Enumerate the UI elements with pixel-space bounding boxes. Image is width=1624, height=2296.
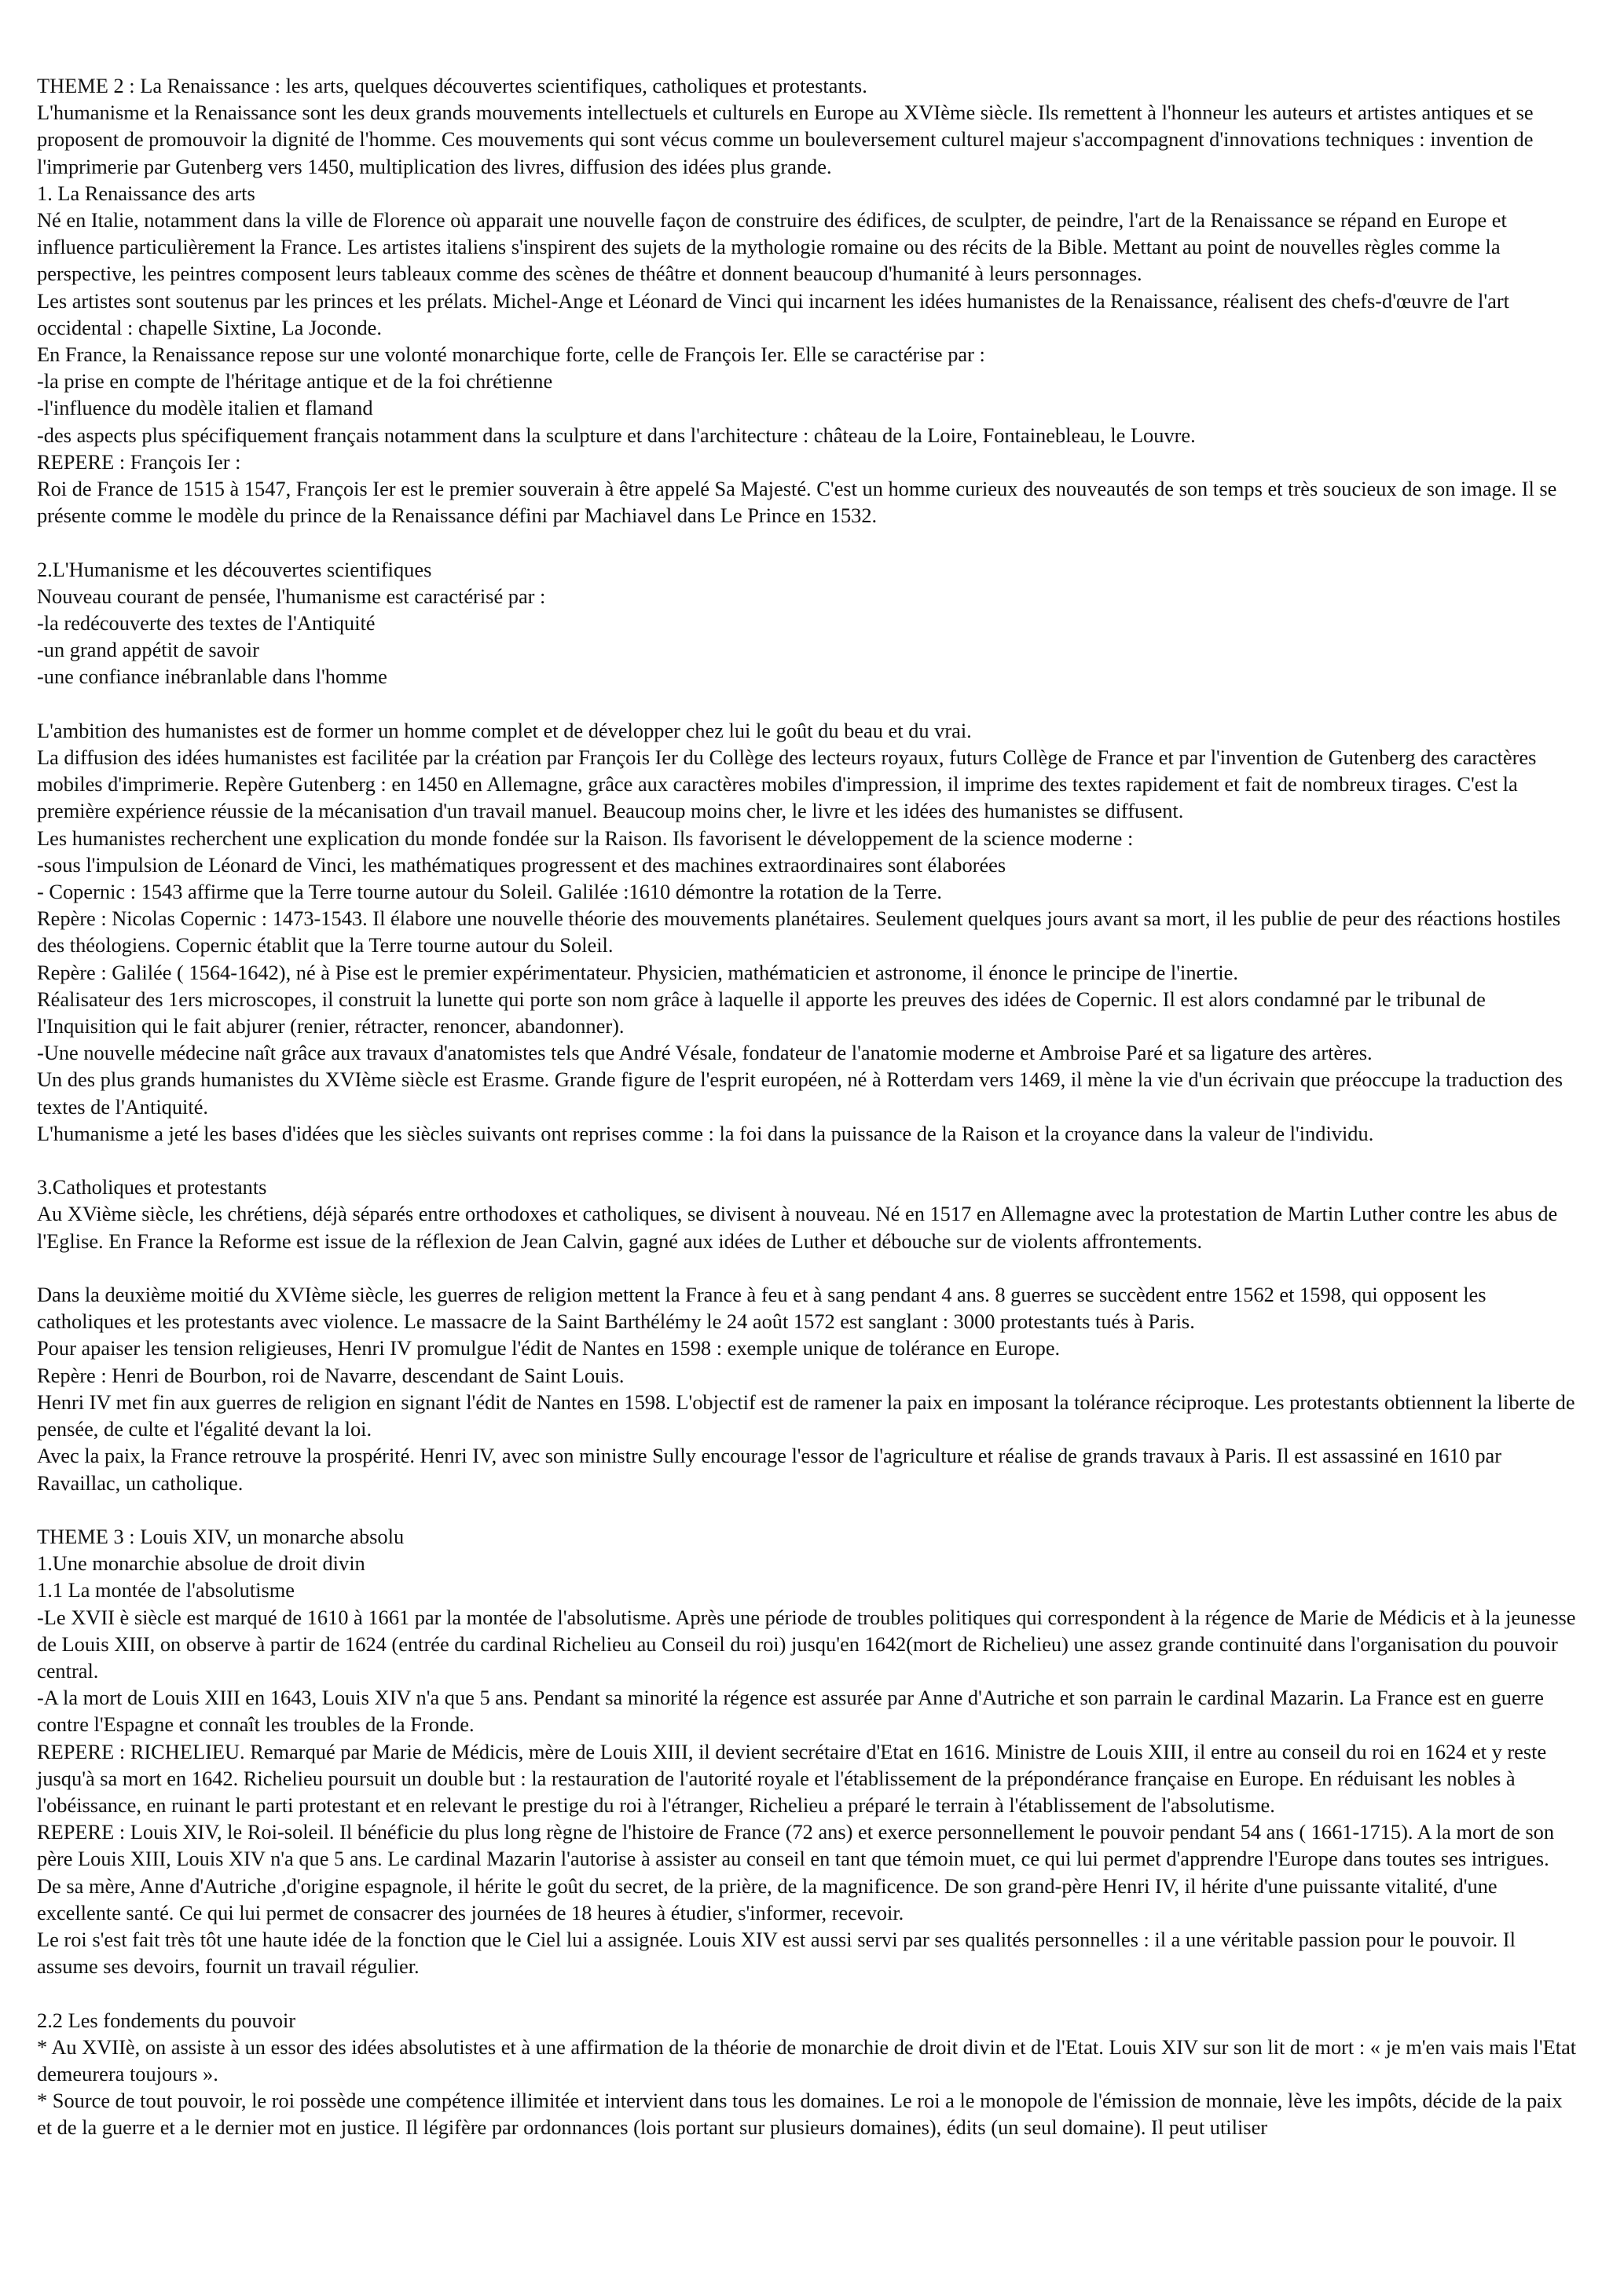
text-line: Au XVième siècle, les chrétiens, déjà séparés entre orthodoxes et catholiques, se divisent à nouveau. Né en 1517 en Allemagne avec la protestation de Martin Luther contre les abus de l'Eglise. En France la Reforme est issue de la réflexion de Jean Calvin, gagné aux idées de Luther et débouche sur de violents affrontements. xyxy=(37,1202,1558,1253)
text-line: * Source de tout pouvoir, le roi possède une compétence illimitée et intervient dans tous les domaines. Le roi a le monopole de l'émission de monnaie, lève les impôts, décide de la paix et de la guerre et a le dernier mot en justice. Il légifère par ordonnances (lois portant sur plusieurs domaines), édits (un seul domaine). Il peut utiliser xyxy=(37,2089,1563,2140)
text-line: 2.2 Les fondements du pouvoir xyxy=(37,2008,296,2032)
text-line: REPERE : Louis XIV, le Roi-soleil. Il bénéficie du plus long règne de l'histoire de France (72 ans) et exerce personnellement le pouvoir pendant 54 ans ( 1661-1715). A la mort de son père Louis XIII, Louis XIV n'a que 5 ans. Le cardinal Mazarin l'autorise à assister au conseil en tant que témoin muet, ce qui lui permet d'apprendre l'Europe dans toutes ses intrigues. xyxy=(37,1820,1555,1871)
text-line: Avec la paix, la France retrouve la prospérité. Henri IV, avec son ministre Sully encourage l'essor de l'agriculture et réalise de grands travaux à Paris. Il est assassiné en 1610 par Ravaillac, un catholique. xyxy=(37,1444,1502,1495)
text-line: -sous l'impulsion de Léonard de Vinci, les mathématiques progressent et des machines extraordinaires sont élaborées xyxy=(37,852,1006,877)
text-line: -la prise en compte de l'héritage antique et de la foi chrétienne xyxy=(37,369,553,394)
text-line: -un grand appétit de savoir xyxy=(37,638,259,662)
text-line: Un des plus grands humanistes du XVIème siècle est Erasme. Grande figure de l'esprit européen, né à Rotterdam vers 1469, il mène la vie d'un écrivain que préoccupe la traduction des textes de l'Antiquité. xyxy=(37,1067,1563,1119)
blank-line xyxy=(37,1147,1577,1174)
blank-line xyxy=(37,1979,1577,2006)
blank-line xyxy=(37,690,1577,717)
text-line: THEME 3 : Louis XIV, un monarche absolu xyxy=(37,1524,405,1548)
text-line: - Copernic : 1543 affirme que la Terre tourne autour du Soleil. Galilée :1610 démontre la rotation de la Terre. xyxy=(37,880,942,904)
text-line: 1.1 La montée de l'absolutisme xyxy=(37,1578,295,1602)
text-line: -l'influence du modèle italien et flamand xyxy=(37,396,373,420)
text-line: -Le XVII è siècle est marqué de 1610 à 1661 par la montée de l'absolutisme. Après une période de troubles politiques qui correspondent à la régence de Marie de Médicis et à la jeunesse de Louis XIII, on observe à partir de 1624 (entrée du cardinal Richelieu au Conseil du roi) jusqu'en 1642(mort de Richelieu) une assez grande continuité dans l'organisation du pouvoir central. xyxy=(37,1605,1576,1683)
text-line: Repère : Henri de Bourbon, roi de Navarre, descendant de Saint Louis. xyxy=(37,1363,625,1387)
text-line: Nouveau courant de pensée, l'humanisme est caractérisé par : xyxy=(37,584,546,608)
text-line: -A la mort de Louis XIII en 1643, Louis XIV n'a que 5 ans. Pendant sa minorité la régence est assurée par Anne d'Autriche et son parrain le cardinal Mazarin. La France est en guerre contre l'Espagne et connaît les troubles de la Fronde. xyxy=(37,1686,1545,1737)
text-line: L'humanisme et la Renaissance sont les deux grands mouvements intellectuels et culturels en Europe au XVIème siècle. Ils remettent à l'honneur les auteurs et artistes antiques et se proposent de promouvoir la dignité de l'homme. Ces mouvements qui sont vécus comme un bouleversement culturel majeur s'accompagnent d'innovations techniques : invention de l'imprimerie par Gutenberg vers 1450, multiplication des livres, diffusion des idées plus grande. xyxy=(37,101,1534,178)
text-line: -des aspects plus spécifiquement français notamment dans la sculpture et dans l'architecture : château de la Loire, Fontainebleau, le Louvre. xyxy=(37,423,1196,447)
text-line: Les artistes sont soutenus par les princes et les prélats. Michel-Ange et Léonard de Vinci qui incarnent les idées humanistes de la Renaissance, réalisent des chefs-d'œuvre de l'art occidental : chapelle Sixtine, La Joconde. xyxy=(37,288,1509,339)
text-line: Réalisateur des 1ers microscopes, il construit la lunette qui porte son nom grâce à laquelle il apporte les preuves des idées de Copernic. Il est alors condamné par le tribunal de l'Inquisition qui le fait abjurer (renier, rétracter, renoncer, abandonner). xyxy=(37,987,1486,1038)
text-line: Dans la deuxième moitié du XVIème siècle, les guerres de religion mettent la France à feu et à sang pendant 4 ans. 8 guerres se succèdent entre 1562 et 1598, qui opposent les catholiques et les protestants avec violence. Le massacre de la Saint Barthélémy le 24 août 1572 est sanglant : 3000 protestants tués à Paris. xyxy=(37,1283,1487,1334)
blank-line xyxy=(37,1496,1577,1523)
text-line: Le roi s'est fait très tôt une haute idée de la fonction que le Ciel lui a assignée. Louis XIV est aussi servi par ses qualités personnelles : il a une véritable passion pour le pouvoir. Il assume ses devoirs, fournit un travail régulier. xyxy=(37,1927,1516,1979)
text-line: 1. La Renaissance des arts xyxy=(37,181,255,205)
text-line: REPERE : François Ier : xyxy=(37,449,241,474)
text-line: -Une nouvelle médecine naît grâce aux travaux d'anatomistes tels que André Vésale, fondateur de l'anatomie moderne et Ambroise Paré et sa ligature des artères. xyxy=(37,1041,1373,1065)
blank-line xyxy=(37,1254,1577,1281)
text-line: Roi de France de 1515 à 1547, François Ier est le premier souverain à être appelé Sa Majesté. C'est un homme curieux des nouveautés de son temps et très soucieux de son image. Il se présente comme le modèle du prince de la Renaissance défini par Machiavel dans Le Prince en 1532. xyxy=(37,477,1557,528)
text-line: THEME 2 : La Renaissance : les arts, quelques découvertes scientifiques, catholiques et protestants. xyxy=(37,74,867,97)
text-line: Repère : Nicolas Copernic : 1473-1543. Il élabore une nouvelle théorie des mouvements planétaires. Seulement quelques jours avant sa mort, il les publie de peur des réactions hostiles des théologiens. Copernic établit que la Terre tourne autour du Soleil. xyxy=(37,906,1561,958)
document-page xyxy=(37,72,1577,2141)
text-line: 2.L'Humanisme et les découvertes scientifiques xyxy=(37,557,432,581)
text-line: -une confiance inébranlable dans l'homme xyxy=(37,665,387,689)
text-line: Repère : Galilée ( 1564-1642), né à Pise est le premier expérimentateur. Physicien, mathématicien et astronome, il énonce le principe de l'inertie. xyxy=(37,960,1238,984)
text-line: Henri IV met fin aux guerres de religion en signant l'édit de Nantes en 1598. L'objectif est de ramener la paix en imposant la tolérance réciproque. Les protestants obtiennent la liberte de pensée, de culte et l'égalité devant la loi. xyxy=(37,1390,1575,1441)
text-line: L'humanisme a jeté les bases d'idées que les siècles suivants ont reprises comme : la foi dans la puissance de la Raison et la croyance dans la valeur de l'individu. xyxy=(37,1121,1374,1145)
text-line: 1.Une monarchie absolue de droit divin xyxy=(37,1551,365,1576)
text-line: -la redécouverte des textes de l'Antiquité xyxy=(37,611,376,635)
text-line: Pour apaiser les tension religieuses, Henri IV promulgue l'édit de Nantes en 1598 : exemple unique de tolérance en Europe. xyxy=(37,1336,1061,1360)
text-line: De sa mère, Anne d'Autriche ,d'origine espagnole, il hérite le goût du secret, de la prière, de la magnificence. De son grand-père Henri IV, il hérite d'une puissante vitalité, d'une excellente santé. Ce qui lui permet de consacrer des journées de 18 heures à étudier, s'informer, recevoir. xyxy=(37,1873,1498,1924)
text-line: Né en Italie, notamment dans la ville de Florence où apparait une nouvelle façon de construire des édifices, de sculpter, de peindre, l'art de la Renaissance se répand en Europe et influence particulièrement la France. Les artistes italiens s'inspirent des sujets de la mythologie romaine ou des récits de la Bible. Mettant au point de nouvelles règles comme la perspective, les peintres composent leurs tableaux comme des scènes de théâtre et donnent beaucoup d'humanité à leurs personnages. xyxy=(37,208,1507,286)
text-line: REPERE : RICHELIEU. Remarqué par Marie de Médicis, mère de Louis XIII, il devient secrétaire d'Etat en 1616. Ministre de Louis XIII, il entre au conseil du roi en 1624 et y reste jusqu'à sa mort en 1642. Richelieu poursuit un double but : la restauration de l'autorité royale et l'établissement de la prépondérance française en Europe. En réduisant les nobles à l'obéissance, en ruinant le parti protestant et en relevant le prestige du roi à l'étranger, Richelieu a préparé le terrain à l'établissement de l'absolutisme. xyxy=(37,1739,1547,1817)
text-line: En France, la Renaissance repose sur une volonté monarchique forte, celle de François Ier. Elle se caractérise par : xyxy=(37,342,985,367)
text-line: * Au XVIIè, on assiste à un essor des idées absolutistes et à une affirmation de la théorie de monarchie de droit divin et de l'Etat. Louis XIV sur son lit de mort : « je m'en vais mais l'Etat demeurera toujours ». xyxy=(37,2034,1577,2085)
blank-line xyxy=(37,529,1577,555)
text-line: L'ambition des humanistes est de former un homme complet et de développer chez lui le goût du beau et du vrai. xyxy=(37,718,972,742)
text-line: Les humanistes recherchent une explication du monde fondée sur la Raison. Ils favorisent le développement de la science moderne : xyxy=(37,826,1134,850)
text-line: La diffusion des idées humanistes est facilitée par la création par François Ier du Collège des lecteurs royaux, futurs Collège de France et par l'invention de Gutenberg des caractères mobiles d'imprimerie. Repère Gutenberg : en 1450 en Allemagne, grâce aux caractères mobiles d'impression, il imprime des textes rapidement et fait de nombreux tirages. C'est la première expérience réussie de la mécanisation d'un travail manuel. Beaucoup moins cher, le livre et les idées des humanistes se diffusent. xyxy=(37,745,1537,823)
text-line: 3.Catholiques et protestants xyxy=(37,1175,267,1199)
